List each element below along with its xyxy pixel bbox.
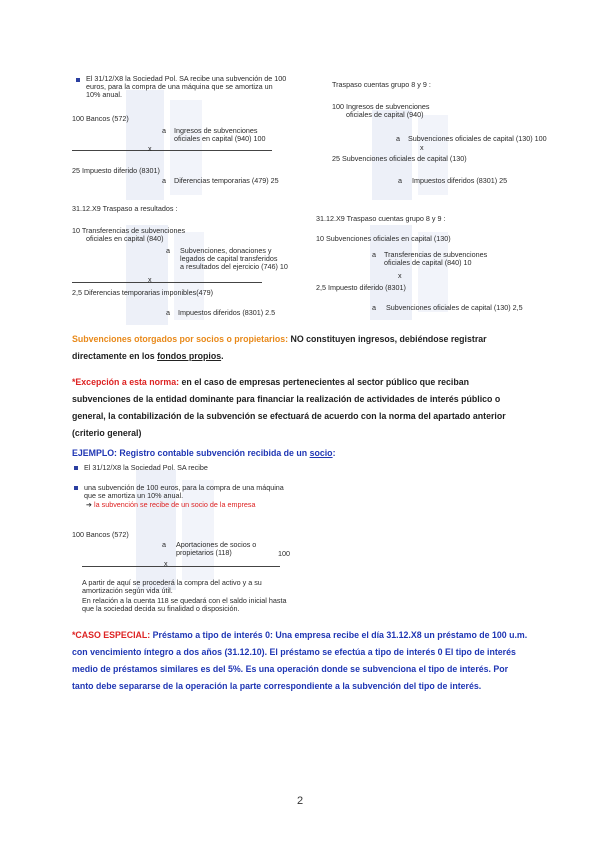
ejemplo-bullet-1: El 31/12/X8 la Sociedad Pol. SA recibe [84,463,208,472]
bullet-icon [74,466,78,470]
a-marker: a [166,246,170,255]
credit-ingresos: oficiales en capital (940) 100 [174,134,266,143]
credit-aportaciones: propietarios (118) [176,548,232,557]
section-title: 31.12.X9 Traspaso a resultados : [72,204,178,213]
watermark-block [182,480,214,580]
a-marker: a [162,176,166,185]
intro-line: 10% anual. [86,90,122,99]
ejemplo-text: Registro contable subvención recibida de un [119,448,308,458]
x-marker: x [420,143,424,152]
a-marker: a [162,126,166,135]
debit-ingresos: 100 Ingresos de subvenciones [332,102,430,111]
caso-label: *CASO ESPECIAL: [72,630,151,640]
para-text: , debiéndose registrar directamente en los [72,334,487,361]
debit-transferencias: 10 Transferencias de subvenciones [72,226,186,235]
debit-subvenciones: 25 Subvenciones oficiales de capital (130) [332,154,467,163]
intro-line: euros, para la compra de una máquina que se amortiza un [86,82,273,91]
bullet-icon [76,78,80,82]
fondos-propios-link: fondos propios [157,351,222,361]
arrow-line [86,500,255,509]
debit-bancos: 100 Bancos (572) [72,530,129,539]
x-marker: x [148,144,152,153]
x-marker: x [398,271,402,280]
no-emphasis: NO [290,334,304,344]
para-text: constituyen [306,334,356,344]
debit-ingresos: oficiales de capital (940) [346,110,424,119]
ejemplo-note: En relación a la cuenta 118 se quedará con el saldo inicial hasta [82,596,287,605]
a-marker: a [398,176,402,185]
entry-separator [72,150,272,151]
ingresos-emphasis: ingresos [357,334,395,344]
credit-transferencias: Transferencias de subvenciones [384,250,488,259]
credit-subvenciones: Subvenciones, donaciones y [180,246,272,255]
ejemplo-heading [72,448,336,458]
credit-diferencias: Diferencias temporarias (479) 25 [174,176,279,185]
socio-link: socio [309,448,333,458]
ejemplo-bullet-2: una subvención de 100 euros, para la compra de una máquina [84,483,284,492]
a-marker: a [372,303,376,312]
excepcion-paragraph [72,374,528,442]
para-text: . [221,351,224,361]
credit-impuestos: Impuestos diferidos (8301) 2.5 [178,308,276,317]
watermark-block [126,90,164,200]
debit-transferencias: oficiales en capital (840) [86,234,164,243]
socios-heading: Subvenciones otorgados por socios o propietarios: [72,334,289,344]
ejemplo-note: A partir de aquí se procederá la compra del activo y a su [82,578,262,587]
caso-subheading: Préstamo a tipo de interés 0: [152,630,273,640]
debit-diferencias: 2,5 Diferencias temporarias imponibles(479) [72,288,214,297]
section-title: 31.12.X9 Traspaso cuentas grupo 8 y 9 : [316,214,446,223]
a-marker: a [372,250,376,259]
para-text: en el caso de empresas pertenecientes al sector público que reciban subvenciones de la entidad dominante para financiar la realización de actividades de interés público o general, la contabilización de la subvención se efectuará de acuerdo con la norma del apartado anterior (criterio general) [72,377,506,438]
credit-ingresos: Ingresos de subvenciones [174,126,258,135]
ejemplo-label: EJEMPLO: [72,448,117,458]
debit-impuesto: 2,5 Impuesto diferido (8301) [316,283,406,292]
debit-subvenciones: 10 Subvenciones oficiales en capital (130) [316,234,451,243]
ejemplo-note: amortización según vida útil. [82,586,173,595]
section-title: Traspaso cuentas grupo 8 y 9 : [332,80,431,89]
socio-note: la subvención se recibe de un socio de la empresa [94,500,256,509]
credit-amount: 100 [278,549,290,558]
caso-text: Una empresa recibe el día 31.12.X8 un préstamo de 100 u.m. con vencimiento íntegro a dos años (31.12.10). El préstamo se efectúa a tipo de interés 0 El tipo de interés medio de préstamos similares es del 5%. Es una operación donde se subvenciona el tipo de interés. Por tanto debe separarse de la operación la parte correspondiente a la subvención del tipo de interés. [72,630,528,691]
x-marker: x [148,275,152,284]
credit-impuestos: Impuestos diferidos (8301) 25 [412,176,508,185]
debit-impuesto: 25 Impuesto diferido (8301) [72,166,160,175]
bullet-icon [74,486,78,490]
intro-line: El 31/12/X8 la Sociedad Pol. SA recibe una subvención de 100 [86,74,287,83]
debit-bancos: 100 Bancos (572) [72,114,129,123]
credit-subvenciones: Subvenciones oficiales de capital (130) 2,5 [386,303,523,312]
socios-paragraph [72,331,528,365]
watermark-block [418,232,448,312]
ejemplo-bullet-2: que se amortiza un 10% anual. [84,491,184,500]
page-number: 2 [296,795,304,807]
credit-subvenciones: a resultados del ejercicio (746) 10 [180,262,288,271]
ejemplo-colon: : [332,448,336,458]
excepcion-heading: *Excepción a esta norma: [72,377,180,387]
credit-aportaciones: Aportaciones de socios o [176,540,257,549]
entry-separator [82,566,280,567]
arrow-icon: ➔ [86,500,93,509]
a-marker: a [396,134,400,143]
ejemplo-note: que la sociedad decida su finalidad o disposición. [82,604,240,613]
a-marker: a [166,308,170,317]
entry-separator [72,282,262,283]
credit-subvenciones: legados de capital transferidos [180,254,278,263]
credit-transferencias: oficiales de capital (840) 10 [384,258,472,267]
a-marker: a [162,540,166,549]
caso-especial-paragraph [72,627,528,695]
x-marker: x [164,559,168,568]
credit-subvenciones: Subvenciones oficiales de capital (130) 100 [408,134,547,143]
